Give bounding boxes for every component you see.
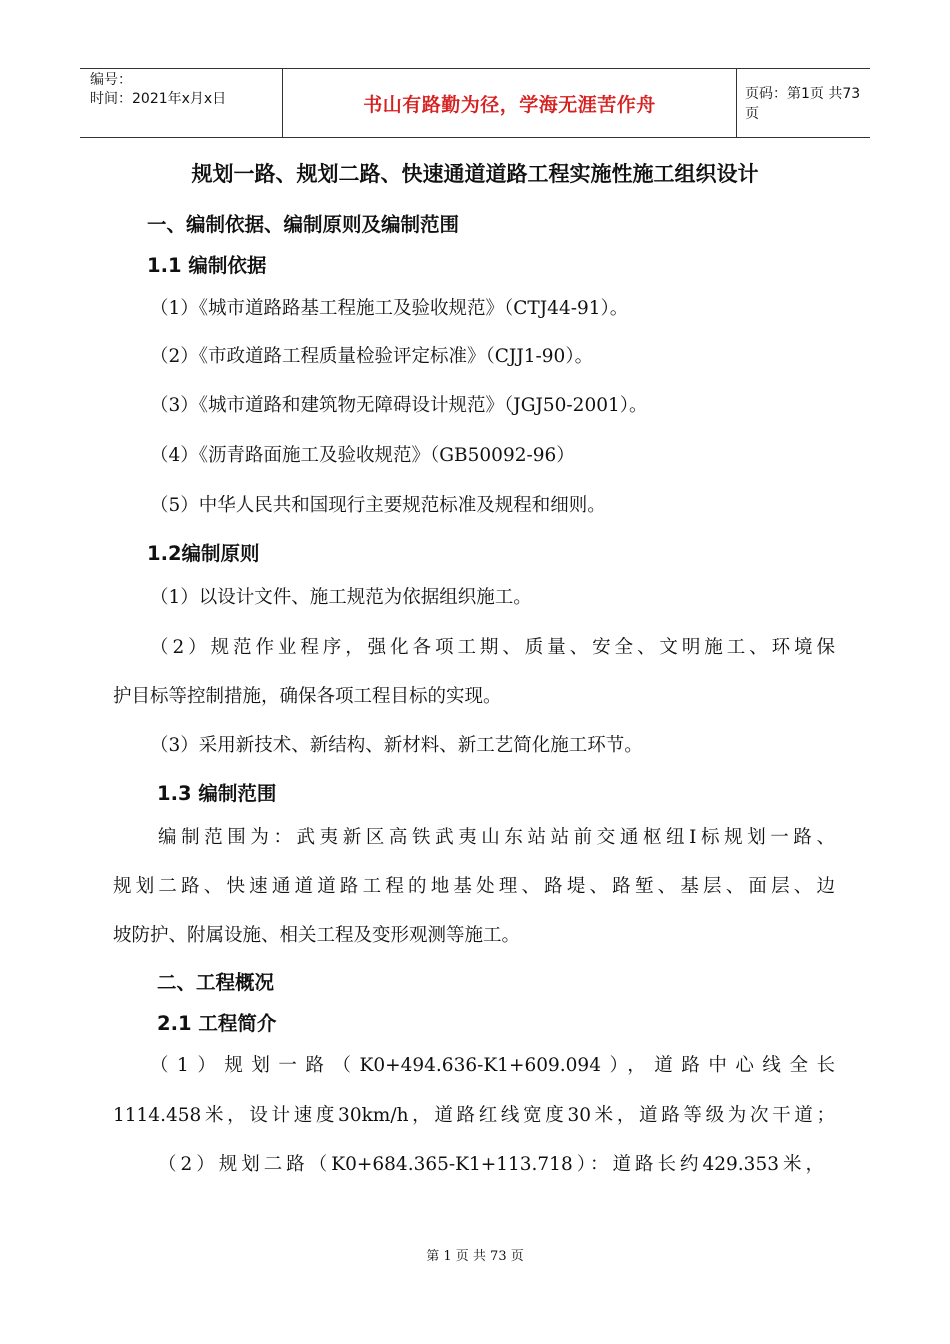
scope-paragraph-line: 规划二路、快速通道道路工程的地基处理、路堤、路堑、基层、面层、边 (113, 876, 835, 897)
scope-paragraph-line: 坡防护、附属设施、相关工程及变形观测等施工。 (113, 925, 521, 946)
subsection-heading-1-3: 1.3 编制范围 (157, 782, 277, 805)
document-date: 时间：2021年x月x日 (90, 91, 227, 107)
subsection-heading-1-1: 1.1 编制依据 (147, 254, 267, 277)
page-header (80, 68, 870, 138)
header-meta (80, 69, 282, 137)
document-title: 规划一路、规划二路、快速通道道路工程实施性施工组织设计 (191, 162, 759, 186)
basis-item: （5）中华人民共和国现行主要规范标准及规程和细则。 (150, 495, 606, 516)
principle-item: （2）规范作业程序，强化各项工期、质量、安全、文明施工、环境保 (150, 637, 835, 658)
section-heading-2: 二、工程概况 (157, 971, 275, 994)
page-footer: 第 1 页 共 73 页 (426, 1249, 524, 1264)
subsection-heading-2-1: 2.1 工程简介 (157, 1012, 277, 1035)
scope-paragraph-line: 编制范围为：武夷新区高铁武夷山东站站前交通枢纽Ⅰ标规划一路、 (158, 827, 835, 848)
principle-item: （3）采用新技术、新结构、新材料、新工艺简化施工环节。 (150, 735, 643, 756)
header-page-info: 页码：第1页 共73页 (745, 86, 861, 122)
header-motto: 书山有路勤为径，学海无涯苦作舟 (363, 93, 656, 116)
overview-line: （2）规划二路（K0+684.365-K1+113.718）：道路长约429.353米， (158, 1154, 824, 1175)
overview-line: （1）规划一路（K0+494.636-K1+609.094），道路中心线全长 (150, 1055, 835, 1076)
header-motto-cell (282, 69, 737, 137)
basis-item: （1）《城市道路路基工程施工及验收规范》（CTJ44-91）。 (150, 298, 629, 319)
basis-item: （4）《沥青路面施工及验收规范》（GB50092-96） (150, 445, 575, 466)
basis-item: （2）《市政道路工程质量检验评定标准》（CJJ1-90）。 (150, 346, 594, 367)
principle-item-continued: 护目标等控制措施，确保各项工程目标的实现。 (113, 686, 502, 707)
principle-item: （1）以设计文件、施工规范为依据组织施工。 (150, 587, 532, 608)
basis-item: （3）《城市道路和建筑物无障碍设计规范》（JGJ50-2001）。 (150, 395, 648, 416)
section-heading-1: 一、编制依据、编制原则及编制范围 (147, 213, 460, 236)
subsection-heading-1-2: 1.2编制原则 (147, 542, 260, 565)
document-number-label: 编号： (90, 72, 132, 88)
overview-line: 1114.458米，设计速度30km/h，道路红线宽度30米，道路等级为次干道； (113, 1105, 835, 1126)
